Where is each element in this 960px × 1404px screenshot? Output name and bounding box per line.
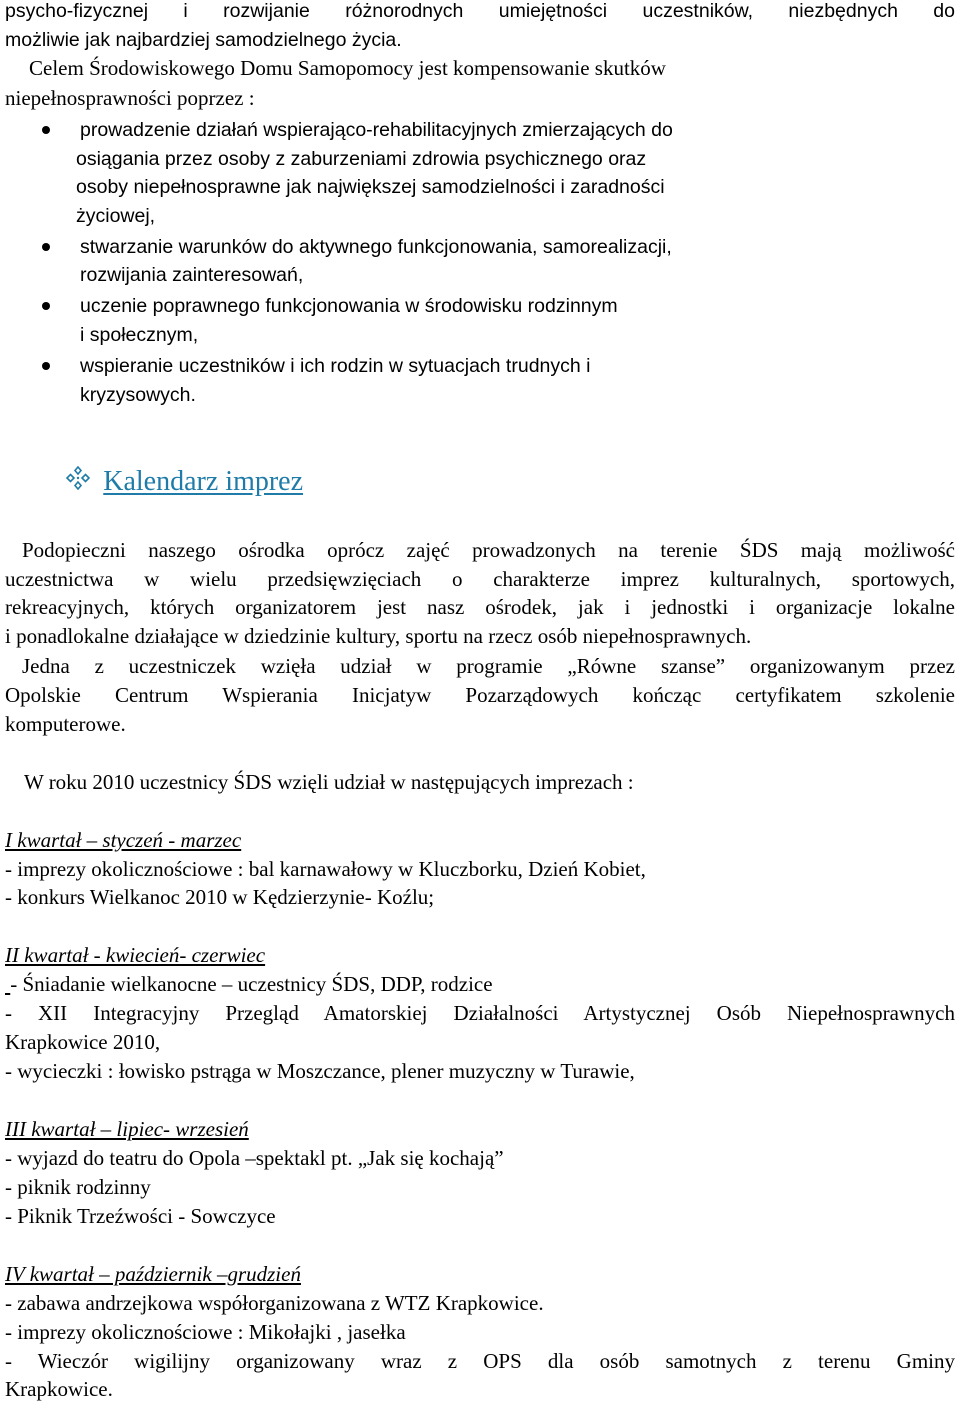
calendar-para1-line-3: rekreacyjnych, których organizatorem jest nasz ośrodek, jak i jednostki i organizacje lokalne: [5, 595, 955, 619]
intro-line-2: możliwie jak najbardziej samodzielnego życia.: [5, 29, 402, 51]
quarter-2-item: - wycieczki : łowisko pstrąga w Moszczance, plener muzyczny w Turawie,: [5, 1059, 635, 1083]
goal-4-line-1: wspieranie uczestników i ich rodzin w sytuacjach trudnych i: [80, 355, 591, 377]
quarter-4-item: - Wieczór wigilijny organizowany wraz z OPS dla osób samotnych z terenu Gminy: [5, 1349, 955, 1373]
section-title: Kalendarz imprez: [103, 466, 304, 497]
goal-1-line-2: osiągania przez osoby z zaburzeniami zdrowia psychicznego oraz: [76, 148, 647, 170]
quarter-1-item: - imprezy okolicznościowe : bal karnawałowy w Kluczborku, Dzień Kobiet,: [5, 857, 646, 881]
quarter-2-item: Krapkowice 2010,: [5, 1030, 161, 1054]
quarter-2-item: - XII Integracyjny Przegląd Amatorskiej Działalności Artystycznej Osób Niepełnosprawnych: [5, 1001, 955, 1025]
calendar-para1-line-4: i ponadlokalne działające w dziedzinie kultury, sportu na rzecz osób niepełnosprawnych.: [5, 624, 752, 648]
goal-2-line-2: rozwijania zainteresowań,: [80, 264, 304, 286]
quarter-4-title: IV kwartał – październik –grudzień: [5, 1262, 301, 1286]
goal-1-line-1: prowadzenie działań wspierająco-rehabilitacyjnych zmierzających do: [80, 119, 673, 141]
intro-line-3: Celem Środowiskowego Domu Samopomocy jest kompensowanie skutków: [29, 56, 666, 80]
calendar-para1-line-2: uczestnictwa w wielu przedsięwzięciach o charakterze imprez kulturalnych, sportowych,: [5, 567, 955, 591]
goal-1-line-4: życiowej,: [76, 205, 156, 227]
goal-4-line-2: kryzysowych.: [80, 384, 196, 406]
goal-3-line-2: i społecznym,: [80, 324, 199, 346]
quarter-3-item: - wyjazd do teatru do Opola –spektakl pt. „Jak się kochają”: [5, 1146, 504, 1170]
bullet-icon: [42, 243, 50, 251]
goal-2-line-1: stwarzanie warunków do aktywnego funkcjonowania, samorealizacji,: [80, 236, 672, 258]
quarter-3-item: - Piknik Trzeźwości - Sowczyce: [5, 1204, 276, 1228]
section-heading: [66, 466, 303, 506]
calendar-para2-line-2: Opolskie Centrum Wspierania Inicjatyw Pozarządowych kończąc certyfikatem szkolenie: [5, 683, 955, 707]
calendar-para2-line-3: komputerowe.: [5, 712, 126, 736]
quarter-4-item: - imprezy okolicznościowe : Mikołajki , jasełka: [5, 1320, 406, 1344]
quarter-1-title: I kwartał – styczeń - marzec: [5, 828, 242, 852]
bullet-icon: [42, 362, 50, 370]
intro-line-1: psycho-fizycznej i rozwijanie różnorodnych umiejętności uczestników, niezbędnych do: [5, 0, 955, 22]
quarter-1-item: - konkurs Wielkanoc 2010 w Kędzierzynie- Koźlu;: [5, 885, 435, 909]
quarter-4-item: Krapkowice.: [5, 1377, 113, 1401]
quarter-3-title: III kwartał – lipiec- wrzesień: [5, 1117, 249, 1141]
calendar-para1-line-1: Podopieczni naszego ośrodka oprócz zajęć prowadzonych na terenie ŚDS mają możliwość: [22, 538, 955, 562]
diamond-cluster-icon: [66, 466, 90, 490]
quarter-2-item-text: - Śniadanie wielkanocne – uczestnicy ŚDS, DDP, rodzice: [10, 972, 493, 996]
year-intro: W roku 2010 uczestnicy ŚDS wzięli udział w następujących imprezach :: [24, 770, 634, 794]
quarter-3-item: - piknik rodzinny: [5, 1175, 151, 1199]
calendar-para2-line-1: Jedna z uczestniczek wzięła udział w programie „Równe szanse” organizowanym przez: [22, 654, 955, 678]
quarter-2-title: II kwartał - kwiecień- czerwiec: [5, 943, 266, 967]
goal-1-line-3: osoby niepełnosprawne jak największej samodzielności i zaradności: [76, 176, 665, 198]
bullet-icon: [42, 302, 50, 310]
quarter-2-item: [5, 970, 493, 999]
quarter-4-item: - zabawa andrzejkowa współorganizowana z WTZ Krapkowice.: [5, 1291, 544, 1315]
bullet-icon: [42, 126, 50, 134]
intro-line-4: niepełnosprawności poprzez :: [5, 86, 255, 110]
goal-3-line-1: uczenie poprawnego funkcjonowania w środowisku rodzinnym: [80, 295, 618, 317]
